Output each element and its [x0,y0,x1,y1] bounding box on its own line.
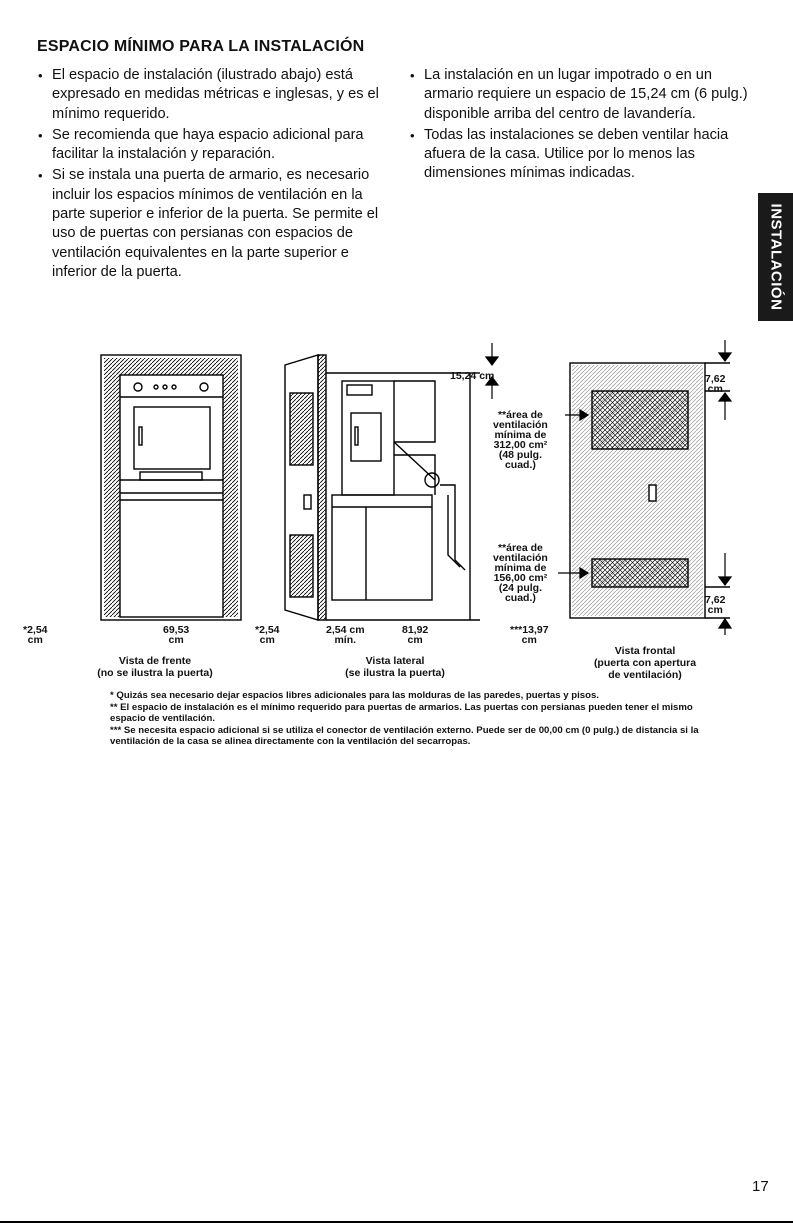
side-view-caption: Vista lateral (se ilustra la puerta) [345,655,445,679]
section-title: ESPACIO MÍNIMO PARA LA INSTALACIÓN [37,38,365,55]
front-view-caption: Vista de frente (no se ilustra la puerta) [97,655,213,679]
front-width: 69,53 cm [163,624,190,646]
front-left-clearance: *2,54 cm [23,624,48,646]
top-vent-area-label: **área de ventilación mínima de 312,00 cm² (48 pulg. cuad.) [493,409,548,471]
side-view [285,355,480,620]
bullet-item: • Todas las instalaciones se deben ventilar hacia afuera de la casa. Utilice por lo menos las dimensiones mínimas indicadas. [409,126,754,184]
footnote: ** El espacio de instalación es el mínimo requerido para puertas de armarios. Las puertas con persianas pueden tener el mismo espacio de ventilación. [110,701,693,725]
section-tab-label: INSTALACIÓN [767,203,784,311]
left-column [37,66,397,284]
bullet-item: • Si se instala una puerta de armario, es necesario incluir los espacios mínimos de ventilación en la parte superior e inferior de la puerta. Se permite el uso de puertas con persianas con espacios de ventilación equivalentes en la parte superior e inferior de la puerta. [37,166,397,282]
bullet-item: • El espacio de instalación (ilustrado abajo) está expresado en medidas métricas e inglesas, y es el mínimo requerido. [37,66,397,124]
section-tab [758,193,793,321]
front-right-clearance: *2,54 cm [255,624,280,646]
bullet-item: • Se recomienda que haya espacio adicional para facilitar la instalación y reparación. [37,126,397,165]
side-depth: 81,92 cm [402,624,429,646]
footnote: * Quizás sea necesario dejar espacios libres adicionales para las molduras de las paredes, puertas y pisos. [110,690,599,701]
footnote: *** Se necesita espacio adicional si se utiliza el conector de ventilación externo. Puede ser de 00,00 cm (0 pulg.) de distancia si la ventilación de la casa se alinea directamente con la ventilación del secarropas. [110,724,699,748]
bullet-item: • La instalación en un lugar impotrado o en un armario requiere un espacio de 15,24 cm (6 pulg.) disponible arriba del centro de lavandería. [409,66,754,124]
page-number: 17 [752,1178,769,1195]
right-column [409,66,754,186]
door-view-caption: Vista frontal (puerta con apertura de ventilación) [593,645,697,681]
door-view [570,363,730,618]
top-clearance-label: 15,24 cm [450,370,495,382]
bottom-vent-area-label: **área de ventilación mínima de 156,00 cm² (24 pulg. cuad.) [493,542,548,604]
installation-diagram [40,335,740,635]
side-gap: 2,54 cm mín. [326,624,365,646]
door-bottom-clearance-label: 7,62 cm [705,594,726,616]
front-view [101,355,241,620]
door-top-clearance-label: 7,62 cm [705,373,726,395]
footnotes [110,690,730,748]
bottom-rule [0,1221,793,1223]
side-rear-clearance: ***13,97 cm [510,624,549,646]
